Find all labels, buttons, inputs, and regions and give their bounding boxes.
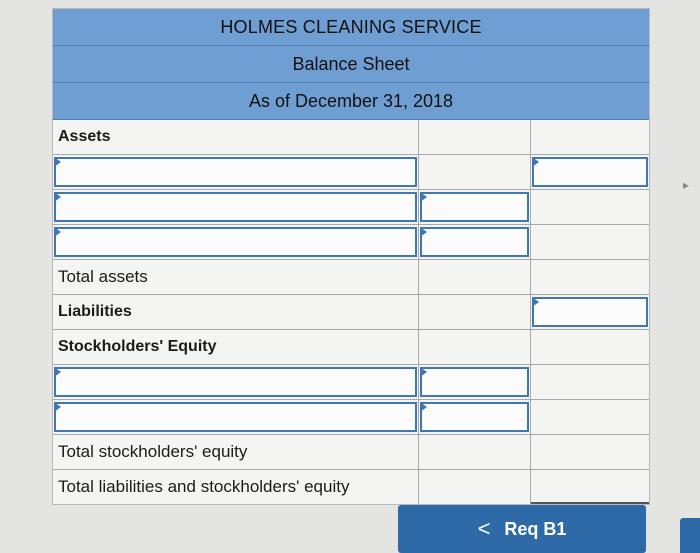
dropdown-marker-icon (420, 367, 427, 377)
equity-row-2 (53, 400, 649, 435)
req-b1-button[interactable] (398, 505, 646, 553)
req-b1-label: Req B1 (504, 518, 567, 539)
liabilities-label: Liabilities (58, 303, 132, 320)
dropdown-marker-icon (54, 227, 61, 237)
stockholders-equity-label: Stockholders' Equity (58, 338, 217, 355)
dropdown-marker-icon (420, 227, 427, 237)
dropdown-marker-icon (54, 157, 61, 167)
asset-row-2 (53, 190, 649, 225)
asset-2-name-input[interactable] (54, 192, 417, 222)
liabilities-row (53, 295, 649, 330)
dropdown-marker-icon (54, 367, 61, 377)
total-stockholders-equity-label: Total stockholders' equity (58, 442, 248, 461)
equity-2-name-input[interactable] (54, 402, 417, 432)
dropdown-marker-icon (54, 192, 61, 202)
total-assets-row (53, 260, 649, 295)
dropdown-marker-icon (54, 402, 61, 412)
assets-header-row (53, 120, 649, 155)
total-assets-label: Total assets (58, 267, 148, 286)
asset-row-3 (53, 225, 649, 260)
equity-1-amount-input[interactable] (420, 367, 529, 397)
company-name: HOLMES CLEANING SERVICE (53, 9, 649, 46)
statement-date: As of December 31, 2018 (53, 83, 649, 120)
assets-label: Assets (58, 128, 111, 145)
dropdown-marker-icon (420, 192, 427, 202)
dropdown-marker-icon (532, 297, 539, 307)
asset-2-amount-input[interactable] (420, 192, 529, 222)
balance-sheet-form (52, 8, 650, 505)
asset-3-amount-input[interactable] (420, 227, 529, 257)
dropdown-marker-icon (420, 402, 427, 412)
asset-3-name-input[interactable] (54, 227, 417, 257)
liabilities-total-input[interactable] (532, 297, 648, 327)
next-button-edge[interactable] (680, 518, 700, 553)
equity-header-row (53, 330, 649, 365)
total-equity-row (53, 435, 649, 470)
asset-row-1 (53, 155, 649, 190)
expand-arrow-icon: ▸ (683, 178, 690, 192)
asset-1-total-input[interactable] (532, 157, 648, 187)
asset-1-name-input[interactable] (54, 157, 417, 187)
chevron-left-icon: < (477, 516, 491, 541)
dropdown-marker-icon (532, 157, 539, 167)
total-liabilities-equity-row (53, 470, 649, 504)
total-liabilities-equity-label: Total liabilities and stockholders' equity (58, 477, 350, 496)
statement-title: Balance Sheet (53, 46, 649, 83)
equity-2-amount-input[interactable] (420, 402, 529, 432)
equity-1-name-input[interactable] (54, 367, 417, 397)
equity-row-1 (53, 365, 649, 400)
